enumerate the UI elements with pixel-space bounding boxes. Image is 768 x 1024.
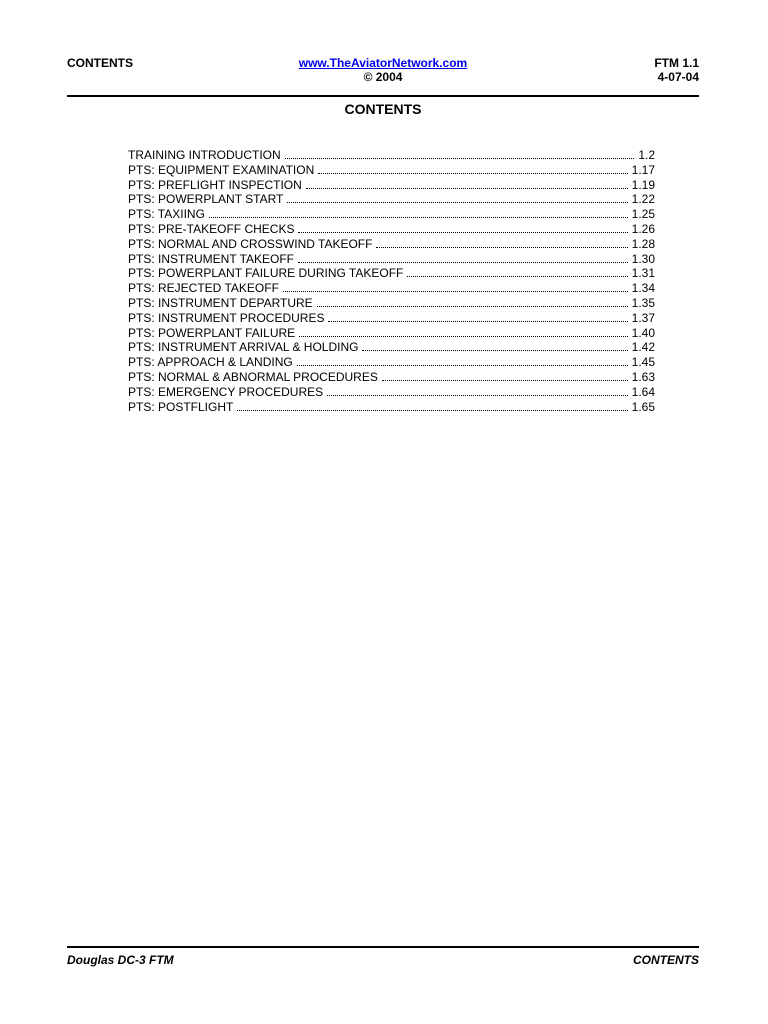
- toc-entry[interactable]: [128, 326, 655, 341]
- toc-entry-label: PTS: APPROACH & LANDING: [128, 355, 293, 370]
- toc-entry[interactable]: [128, 400, 655, 415]
- toc-entry-page: 1.65: [631, 399, 655, 414]
- toc-entry[interactable]: [128, 252, 655, 267]
- toc-leader-dots: [209, 207, 628, 218]
- toc-entry-label: PTS: EQUIPMENT EXAMINATION: [128, 162, 315, 177]
- toc-entry-page: 1.34: [631, 281, 655, 296]
- toc-entry-page: 1.28: [631, 236, 655, 251]
- toc-entry-page: 1.37: [631, 310, 655, 325]
- table-of-contents: [128, 148, 655, 414]
- toc-entry[interactable]: [128, 207, 655, 222]
- toc-entry[interactable]: [128, 311, 655, 326]
- toc-entry-label: PTS: INSTRUMENT DEPARTURE: [128, 295, 313, 310]
- toc-leader-dots: [362, 340, 627, 351]
- toc-entry-page: 1.2: [638, 148, 655, 162]
- toc-entry-label: PTS: NORMAL AND CROSSWIND TAKEOFF: [128, 236, 373, 251]
- toc-entry[interactable]: [128, 163, 655, 178]
- toc-leader-dots: [382, 370, 628, 381]
- footer-divider: [67, 946, 699, 948]
- toc-leader-dots: [328, 311, 627, 322]
- toc-entry-label: PTS: POWERPLANT FAILURE DURING TAKEOFF: [128, 266, 404, 281]
- page-title: CONTENTS: [344, 101, 422, 117]
- doc-date: 4-07-04: [657, 70, 699, 84]
- footer-doc-title: Douglas DC-3 FTM: [67, 953, 174, 967]
- toc-leader-dots: [237, 400, 627, 411]
- toc-entry[interactable]: [128, 385, 655, 400]
- toc-entry-label: PTS: PREFLIGHT INSPECTION: [128, 177, 302, 192]
- toc-entry-page: 1.63: [631, 369, 655, 384]
- toc-entry-page: 1.25: [631, 207, 655, 222]
- toc-leader-dots: [407, 266, 627, 277]
- toc-entry[interactable]: [128, 370, 655, 385]
- doc-id: FTM 1.1: [654, 56, 699, 70]
- toc-leader-dots: [297, 355, 628, 366]
- header-section-label: CONTENTS: [67, 56, 133, 70]
- toc-leader-dots: [376, 237, 627, 248]
- toc-entry[interactable]: [128, 296, 655, 311]
- toc-entry-label: PTS: NORMAL & ABNORMAL PROCEDURES: [128, 369, 378, 384]
- toc-leader-dots: [299, 326, 627, 337]
- copyright-text: © 2004: [363, 70, 403, 84]
- website-link[interactable]: www.TheAviatorNetwork.com: [298, 56, 468, 70]
- toc-entry-page: 1.40: [631, 325, 655, 340]
- toc-entry-page: 1.42: [631, 340, 655, 355]
- toc-entry[interactable]: [128, 281, 655, 296]
- toc-entry-page: 1.45: [631, 355, 655, 370]
- toc-entry-page: 1.64: [631, 384, 655, 399]
- toc-leader-dots: [317, 296, 628, 307]
- toc-entry[interactable]: [128, 340, 655, 355]
- toc-entry-page: 1.26: [631, 221, 655, 236]
- toc-entry-label: PTS: EMERGENCY PROCEDURES: [128, 384, 324, 399]
- toc-entry-label: PTS: REJECTED TAKEOFF: [128, 281, 279, 296]
- toc-entry-page: 1.19: [631, 177, 655, 192]
- toc-entry[interactable]: [128, 178, 655, 193]
- toc-leader-dots: [285, 148, 635, 159]
- toc-entry[interactable]: [128, 355, 655, 370]
- toc-leader-dots: [287, 192, 627, 203]
- page-header: [67, 55, 699, 85]
- header-center: [67, 56, 699, 84]
- toc-entry-page: 1.35: [631, 295, 655, 310]
- toc-entry[interactable]: [128, 237, 655, 252]
- toc-leader-dots: [318, 163, 627, 174]
- toc-leader-dots: [306, 178, 628, 189]
- toc-entry-label: TRAINING INTRODUCTION: [128, 148, 281, 162]
- toc-entry[interactable]: [128, 222, 655, 237]
- toc-entry-page: 1.31: [631, 266, 655, 281]
- toc-entry[interactable]: [128, 266, 655, 281]
- header-divider: [67, 95, 699, 97]
- toc-entry-label: PTS: PRE-TAKEOFF CHECKS: [128, 221, 295, 236]
- toc-leader-dots: [327, 385, 627, 396]
- toc-entry-label: PTS: POWERPLANT START: [128, 192, 284, 207]
- toc-entry-label: PTS: TAXIING: [128, 207, 205, 222]
- toc-entry[interactable]: [128, 192, 655, 207]
- header-right: [654, 56, 699, 84]
- toc-entry-page: 1.30: [631, 251, 655, 266]
- toc-entry-page: 1.22: [631, 192, 655, 207]
- toc-entry-page: 1.17: [631, 162, 655, 177]
- toc-entry-label: PTS: INSTRUMENT TAKEOFF: [128, 251, 295, 266]
- footer-section-label: CONTENTS: [633, 953, 699, 967]
- toc-leader-dots: [283, 281, 628, 292]
- toc-entry-label: PTS: INSTRUMENT PROCEDURES: [128, 310, 325, 325]
- toc-leader-dots: [298, 222, 627, 233]
- toc-entry-label: PTS: INSTRUMENT ARRIVAL & HOLDING: [128, 340, 359, 355]
- toc-leader-dots: [298, 252, 628, 263]
- toc-entry-label: PTS: POWERPLANT FAILURE: [128, 325, 296, 340]
- toc-entry[interactable]: [128, 148, 655, 163]
- toc-entry-label: PTS: POSTFLIGHT: [128, 399, 234, 414]
